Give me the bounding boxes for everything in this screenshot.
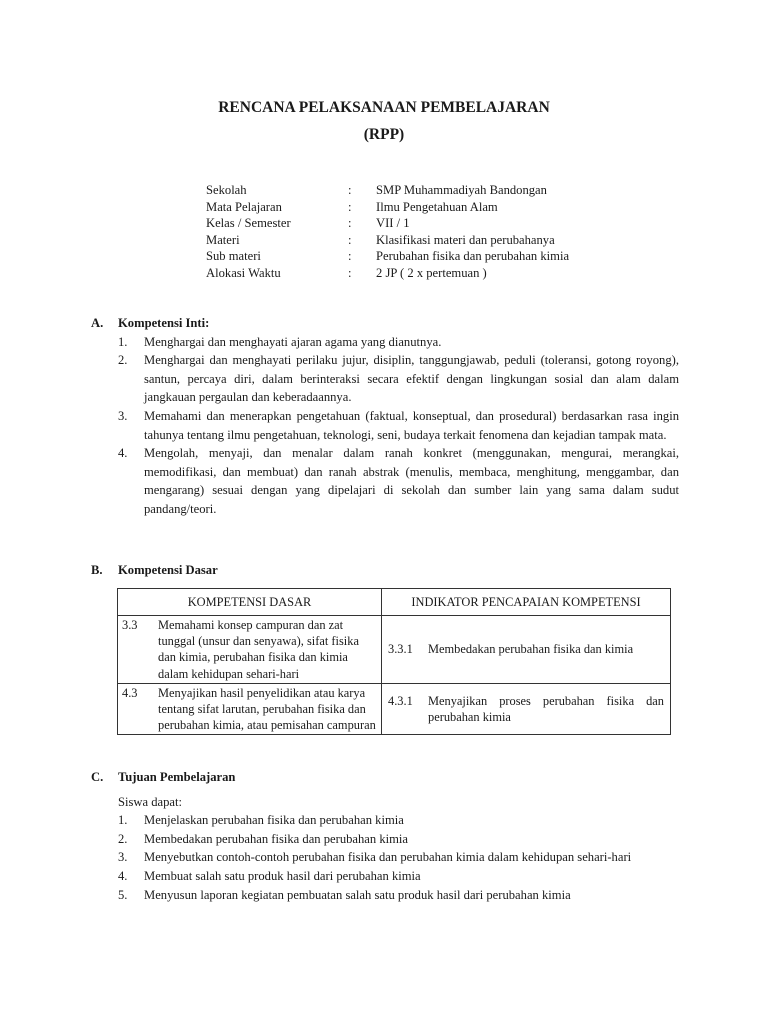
list-text: Menghargai dan menghayati ajaran agama yang dianutnya. (144, 334, 442, 349)
info-label: Materi (206, 232, 240, 247)
kd-code: 3.3 (122, 618, 138, 632)
section-letter: A. (91, 316, 104, 330)
section-letter: B. (91, 563, 103, 577)
info-label: Kelas / Semester (206, 216, 291, 231)
indicator-code: 4.3.1 (388, 693, 413, 708)
list-item (91, 407, 679, 444)
info-label: Mata Pelajaran (206, 199, 282, 214)
header-indikator: INDIKATOR PENCAPAIAN KOMPETENSI (382, 589, 671, 616)
info-label: Sekolah (206, 183, 247, 197)
section-kompetensi-inti (91, 314, 679, 519)
info-row-alokasi-waktu (206, 265, 569, 282)
list-text: Membuat salah satu produk hasil dari perubahan kimia (144, 868, 421, 883)
section-heading (91, 768, 679, 787)
info-label: Sub materi (206, 249, 261, 264)
list-item (91, 848, 679, 867)
info-colon: : (348, 265, 352, 280)
info-colon: : (348, 232, 352, 247)
info-value: Ilmu Pengetahuan Alam (376, 199, 498, 214)
kd-code: 4.3 (122, 685, 138, 700)
section-kompetensi-dasar (91, 561, 679, 580)
list-text: Menghargai dan menghayati perilaku jujur, disiplin, tanggungjawab, peduli (toleransi, gotong royong), santun, percaya diri, dalam berinteraksi secara efektif dengan lingkungan sosial dan alam dalam jangkauan pergaulan dan keberadaannya. (144, 353, 679, 405)
list-item (91, 867, 679, 886)
list-item (91, 444, 679, 518)
list-number: 2. (118, 831, 128, 846)
list-item (91, 351, 679, 407)
list-text: Memahami dan menerapkan pengetahuan (faktual, konseptual, dan prosedural) berdasarkan rasa ingin tahunya tentang ilmu pengetahuan, teknologi, seni, budaya terkait fenomena dan kejadian tampak mata. (144, 408, 679, 442)
list-text: Membedakan perubahan fisika dan perubahan kimia (144, 831, 409, 846)
section-title: Kompetensi Inti: (118, 316, 210, 330)
list-number: 4. (118, 868, 128, 883)
table-row (118, 683, 671, 735)
header-kompetensi-dasar: KOMPETENSI DASAR (118, 589, 382, 616)
info-colon: : (348, 249, 352, 264)
info-value: Perubahan fisika dan perubahan kimia (376, 249, 570, 264)
list-number: 5. (118, 887, 128, 902)
section-letter: C. (91, 770, 104, 784)
list-number: 2. (118, 353, 128, 368)
info-colon: : (348, 183, 352, 197)
indicator-text: Menyajikan proses perubahan fisika dan perubahan kimia (428, 693, 664, 725)
info-row-mata-pelajaran (206, 199, 569, 216)
list-item (91, 886, 679, 905)
list-item (91, 811, 679, 830)
list-number: 1. (118, 813, 128, 828)
identity-block (206, 182, 569, 282)
section-title: Tujuan Pembelajaran (118, 770, 236, 784)
list-text: Menyusun laporan kegiatan pembuatan salah satu produk hasil dari perubahan kimia (144, 887, 571, 902)
kd-text: Menyajikan hasil penyelidikan atau karya tentang sifat larutan, perubahan fisika dan perubahan kimia, atau pemisahan campuran (158, 685, 376, 733)
table-header-row (118, 589, 671, 616)
list-number: 3. (118, 408, 128, 423)
info-row-kelas-semester (206, 215, 569, 232)
document-title: RENCANA PELAKSANAAN PEMBELAJARAN (218, 99, 550, 116)
info-label: Alokasi Waktu (206, 265, 281, 280)
section-heading (91, 314, 679, 333)
list-text: Menyebutkan contoh-contoh perubahan fisika dan perubahan kimia dalam kehidupan sehari-hari (144, 850, 632, 865)
list-number: 4. (118, 446, 128, 461)
table-row (118, 616, 671, 684)
list-number: 1. (118, 334, 128, 349)
info-value: SMP Muhammadiyah Bandongan (376, 183, 547, 197)
info-value: 2 JP ( 2 x pertemuan ) (376, 265, 487, 280)
info-colon: : (348, 199, 352, 214)
info-value: VII / 1 (376, 216, 410, 231)
indicator-cell (382, 616, 671, 684)
info-row-materi (206, 232, 569, 249)
list-item (91, 830, 679, 849)
section-intro: Siswa dapat: (118, 794, 183, 809)
kd-cell (118, 683, 382, 735)
list-item (91, 333, 679, 352)
section-heading (91, 561, 679, 580)
tujuan-list (91, 811, 679, 904)
kompetensi-dasar-table (117, 588, 671, 735)
list-text: Menjelaskan perubahan fisika dan perubahan kimia (144, 813, 404, 828)
kompetensi-inti-list (91, 333, 679, 519)
info-row-sekolah (206, 182, 569, 199)
indicator-text: Membedakan perubahan fisika dan kimia (428, 642, 634, 657)
list-text: Mengolah, menyaji, dan menalar dalam ranah konkret (menggunakan, mengurai, merangkai, memodifikasi, dan membuat) dan ranah abstrak (menulis, membaca, menghitung, menggambar, dan mengarang) sesuai dengan yang dipelajari di sekolah dan sumber lain yang sama dalam sudut pandang/teori. (144, 446, 679, 516)
indicator-cell (382, 683, 671, 735)
kd-cell (118, 616, 382, 684)
section-tujuan-pembelajaran (91, 768, 679, 904)
info-row-sub-materi (206, 248, 569, 265)
info-value: Klasifikasi materi dan perubahanya (376, 232, 555, 247)
section-title: Kompetensi Dasar (118, 563, 218, 577)
document-subtitle: (RPP) (363, 126, 405, 143)
info-colon: : (348, 216, 352, 231)
list-number: 3. (118, 850, 128, 865)
indicator-code: 3.3.1 (388, 642, 413, 657)
kd-text: Memahami konsep campuran dan zat tunggal (unsur dan senyawa), sifat fisika dan kimia, perubahan fisika dan kimia dalam kehidupan sehari-hari (158, 618, 359, 681)
